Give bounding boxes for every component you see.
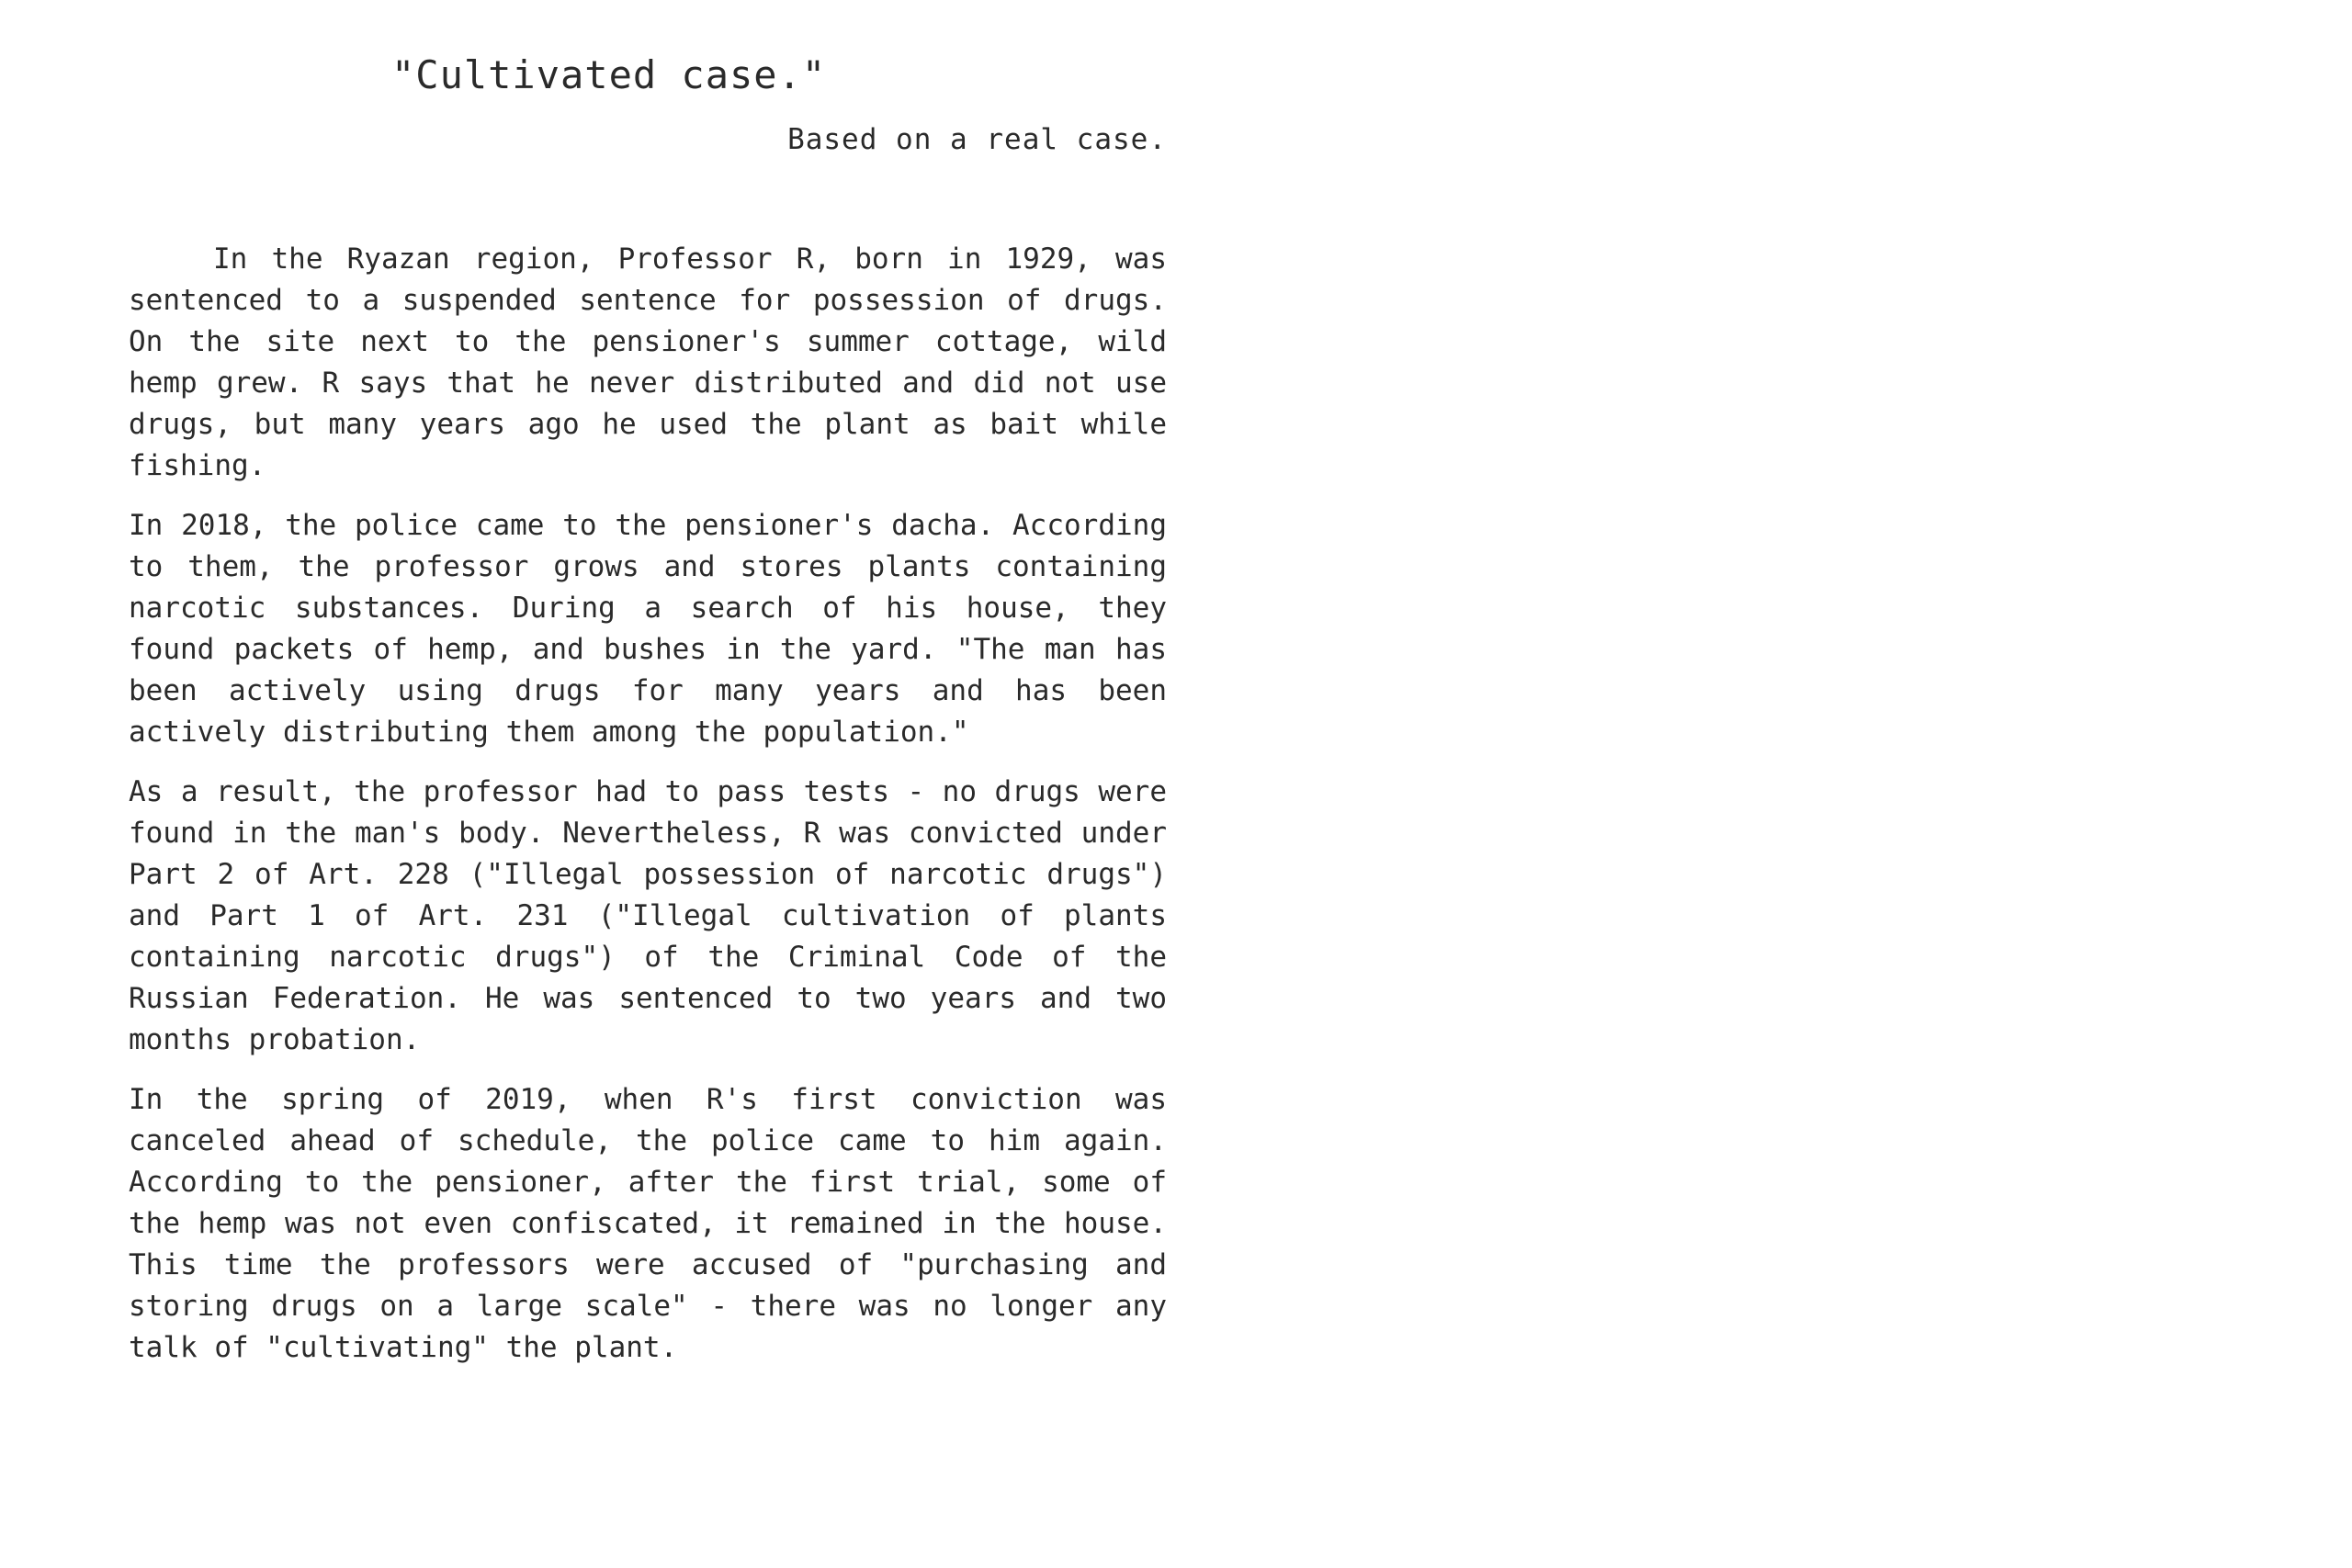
paragraph: In the Ryazan region, Professor R, born in 1929, was sentenced to a suspended sentence for possession of drugs. On the site next to the pensioner's summer cottage, wild hemp grew. R says that he never distributed and did not use drugs, but many years ago he used the plant as bait while fishing. xyxy=(129,243,1167,482)
paragraph: As a result, the professor had to pass tests - no drugs were found in the man's body. Nevertheless, R was convicted under Part 2 of Art. 228 ("Illegal possession of narcotic drugs") and Part 1 of Art. 231 ("Illegal cultivation of plants containing narcotic drugs") of the Criminal Code of the Russian Federation. He was sentenced to two years and two months probation. xyxy=(129,775,1167,1056)
document-body xyxy=(129,239,1167,1387)
document-subtitle: Based on a real case. xyxy=(787,123,1167,156)
document-title: "Cultivated case." xyxy=(391,52,827,97)
paragraph: In the spring of 2019, when R's first conviction was canceled ahead of schedule, the police came to him again. According to the pensioner, after the first trial, some of the hemp was not even confiscated, it remained in the house. This time the professors were accused of "purchasing and storing drugs on a large scale" - there was no longer any talk of "cultivating" the plant. xyxy=(129,1083,1167,1364)
paragraph: In 2018, the police came to the pensioner's dacha. According to them, the professor grows and stores plants containing narcotic substances. During a search of his house, they found packets of hemp, and bushes in the yard. "The man has been actively using drugs for many years and has been actively distributing them among the population." xyxy=(129,509,1167,749)
